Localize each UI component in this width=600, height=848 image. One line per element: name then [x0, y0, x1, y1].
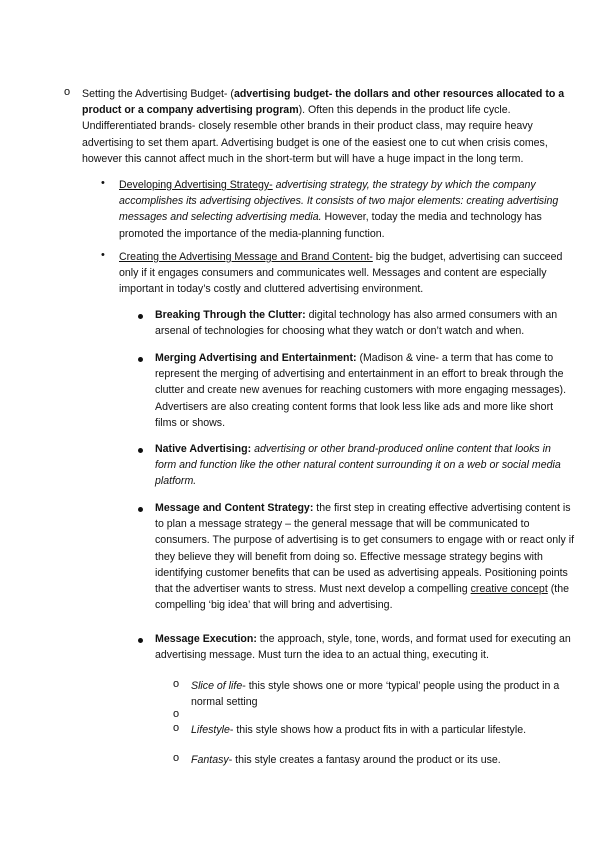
- advertising-message-paragraph: [119, 249, 567, 298]
- bullet-text: digital technology has also armed consumers with an arsenal of technologies for choosing what they watch or don’t watch and when.: [155, 309, 558, 338]
- list-marker: o: [173, 752, 180, 764]
- bullet-dot: [138, 448, 143, 453]
- text-run: However, today the media and technology has promoted the importance of the media-planning function.: [119, 211, 542, 240]
- bullet-title: Merging Advertising and Entertainment:: [155, 352, 357, 364]
- list-marker: o: [64, 86, 71, 98]
- style-name: Lifestyle: [191, 724, 230, 736]
- bullet-title: Breaking Through the Clutter:: [155, 309, 306, 321]
- creative-concept-term: creative concept: [470, 583, 548, 596]
- style-name: Fantasy: [191, 754, 229, 766]
- definition-italic: advertising strategy, the strategy by which the company accomplishes its advertising objectives. It consists of two major elements: creating advertising messages and selecting advertising media.: [119, 179, 559, 224]
- text-run: Setting the Advertising Budget- (: [82, 88, 234, 100]
- advertising-budget-paragraph: [82, 86, 574, 167]
- bullet-text: advertising or other brand-produced online content that looks in form and function like the other natural content surrounding it on a web or social media platform.: [155, 443, 561, 488]
- style-text: - this style shows one or more ‘typical’ people using the product in a normal setting: [191, 680, 560, 709]
- style-name: Slice of life: [191, 680, 243, 692]
- bullet-clutter: [155, 307, 575, 339]
- text-run: ). Often this depends in the product life cycle. Undifferentiated brands- closely resemble other brands in their product class, may require heavy advertising to set them apart. Advertising budget is one of the easiest one to cut when crisis comes, however this cannot affect much in the short-term but will have a huge impact in the long term.: [82, 104, 548, 165]
- list-marker: o: [173, 722, 180, 734]
- bullet-message-execution: [155, 631, 575, 663]
- bullet-dot: [138, 357, 143, 362]
- style-slice-of-life: [191, 678, 575, 710]
- bullet-dot: [138, 638, 143, 643]
- text-run: big the budget, advertising can succeed only if it engages consumers and communicates well. Messages and content are especially important in today’s costly and cluttered advertising environment.: [119, 251, 563, 296]
- bullet-message-strategy: [155, 500, 575, 613]
- bullet-native: [155, 441, 575, 490]
- bullet-entertainment: [155, 350, 575, 431]
- bullet-text: the first step in creating effective advertising content is to plan a message strategy – the general message that will be communicated to consumers. The purpose of advertising is to get consumers to engage with or react only if they believe they will benefit from doing so. Effective message strategy begins with identifying customer benefits that can be used as advertising appeals. Positioning points that the advertiser wants to stress. Must next develop a compelling: [155, 502, 575, 596]
- style-fantasy: [191, 752, 575, 768]
- bullet-text: (the compelling ‘big idea’ that will bring and advertising.: [155, 583, 569, 612]
- bullet-dot: [138, 314, 143, 319]
- definition-bold: advertising budget- the dollars and other resources allocated to a product or a company advertising program: [82, 88, 565, 117]
- style-text: - this style creates a fantasy around the product or its use.: [228, 754, 501, 766]
- section-heading: Developing Advertising Strategy-: [119, 179, 273, 191]
- style-lifestyle: [191, 722, 575, 738]
- bullet-marker: •: [101, 177, 105, 189]
- bullet-title: Message and Content Strategy:: [155, 502, 314, 514]
- section-heading: Creating the Advertising Message and Brand Content-: [119, 251, 373, 263]
- style-text: - this style shows how a product fits in with a particular lifestyle.: [229, 724, 527, 736]
- bullet-title: Native Advertising:: [155, 443, 252, 455]
- bullet-text: the approach, style, tone, words, and format used for executing an advertising message. Must turn the idea to an actual thing, executing it.: [155, 633, 571, 662]
- advertising-strategy-paragraph: [119, 177, 567, 242]
- bullet-title: Message Execution:: [155, 633, 257, 645]
- bullet-text: (Madison & vine- a term that has come to represent the merging of advertising and entertainment in an effort to break through the clutter and create new avenues for reaching customers with more engaging messages). Advertisers are also creating content forms that look less like ads and more like short films or shows.: [155, 352, 567, 429]
- list-marker: o: [173, 678, 180, 690]
- list-marker: o: [173, 708, 180, 720]
- bullet-marker: •: [101, 249, 105, 261]
- bullet-dot: [138, 507, 143, 512]
